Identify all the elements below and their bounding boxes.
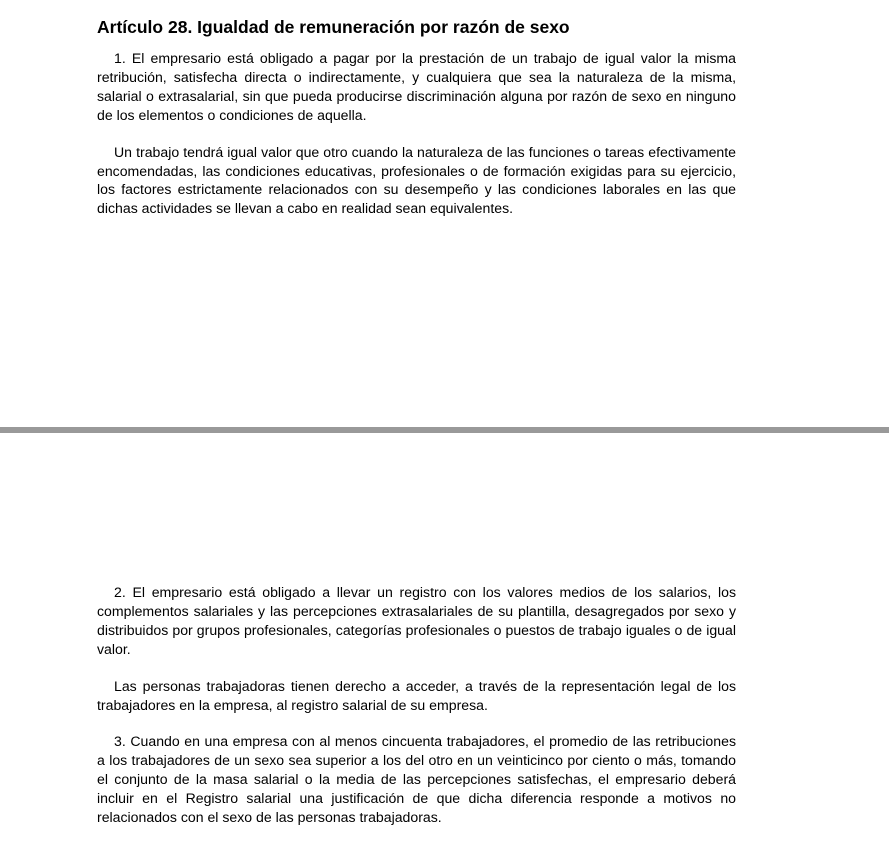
paragraph-5: 3. Cuando en una empresa con al menos cincuenta trabajadores, el promedio de las retribuciones a los trabajadores de un sexo sea superior a los del otro en un veinticinco por ciento o más, tomando el conjunto de la masa salarial o la media de las percepciones satisfechas, el empresario deberá incluir en el Registro salarial una justificación de que dicha diferencia responde a motivos no relacionados con el sexo de las personas trabajadoras. [97,733,736,826]
paragraph-4: Las personas trabajadoras tienen derecho a acceder, a través de la representación legal de los trabajadores en la empresa, al registro salarial de su empresa. [97,677,736,713]
page-2-content [97,583,736,845]
document-page-2 [0,433,889,849]
paragraph-2: Un trabajo tendrá igual valor que otro cuando la naturaleza de las funciones o tareas efectivamente encomendadas, las condiciones educativas, profesionales o de formación exigidas para su ejercicio, los factores estrictamente relacionados con su desempeño y las condiciones laborales en las que dichas actividades se llevan a cabo en realidad sean equivalentes. [97,143,736,217]
paragraph-1: 1. El empresario está obligado a pagar por la prestación de un trabajo de igual valor la misma retribución, satisfecha directa o indirectamente, y cualquiera que sea la naturaleza de la misma, salarial o extrasalarial, sin que pueda producirse discriminación alguna por razón de sexo en ninguno de los elementos o condiciones de aquella. [97,50,736,123]
article-title: Artículo 28. Igualdad de remuneración por razón de sexo [97,17,570,37]
page-1-content [97,14,736,236]
paragraph-3: 2. El empresario está obligado a llevar un registro con los valores medios de los salarios, los complementos salariales y las percepciones extrasalariales de su plantilla, desagregados por sexo y distribuidos por grupos profesionales, categorías profesionales o puestos de trabajo iguales o de igual valor. [97,584,736,657]
